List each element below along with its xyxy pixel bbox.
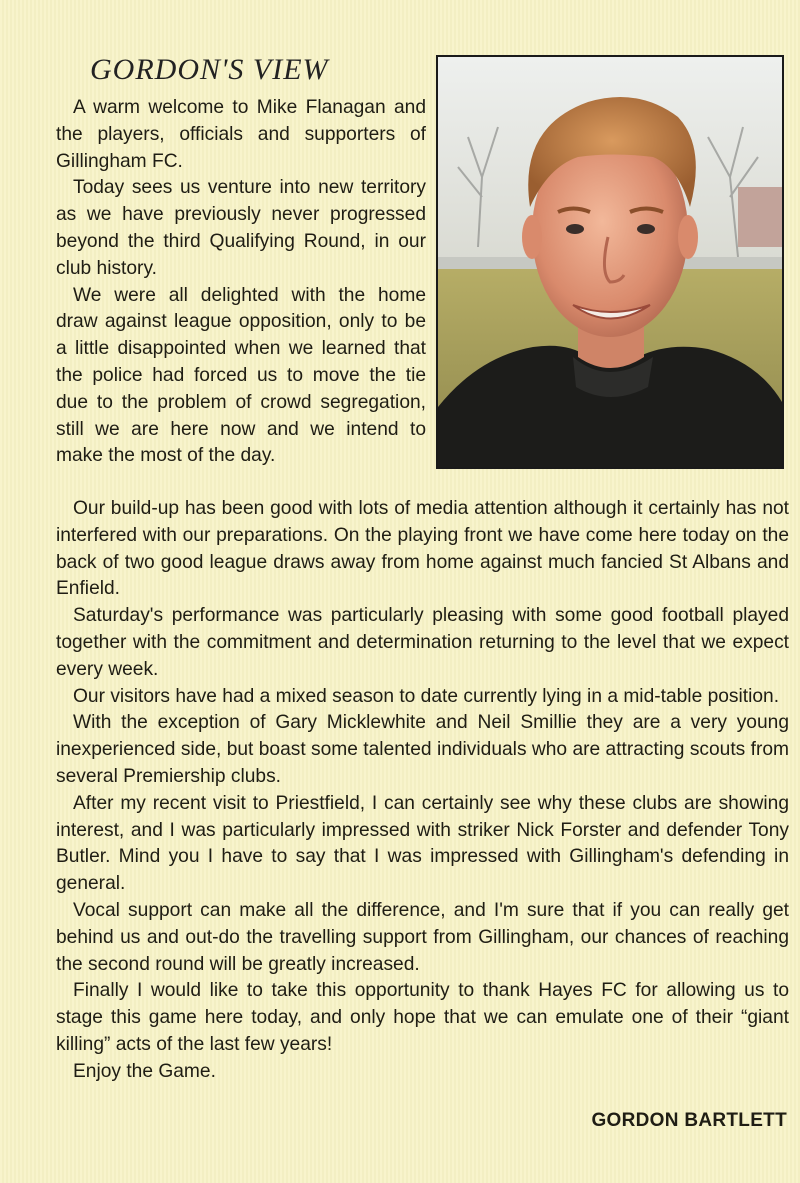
paragraph: Today sees us venture into new territory as we have previously never progressed beyond the third Qualifying Round, in our club history. (56, 177, 426, 279)
portrait-photo (436, 55, 784, 469)
intro-text-column (56, 95, 426, 470)
paragraph: After my recent visit to Priestfield, I can certainly see why these clubs are showing interest, and I was particularly impressed with striker Nick Forster and defender Tony Butler. Mind you I have to say that I was impressed with Gillingham's defending in general. (56, 792, 789, 895)
paragraph: We were all delighted with the home draw against league opposition, only to be a little disappointed when we learned that the police had forced us to move the tie due to the problem of crowd segregation, still we are here now and we intend to make the most of the day. (56, 284, 426, 467)
paragraph: Vocal support can make all the difference, and I'm sure that if you can really get behind us and out-do the travelling support from Gillingham, our chances of reaching the second round will be greatly increased. (56, 899, 789, 975)
paragraph: A warm welcome to Mike Flanagan and the players, officials and supporters of Gillingham FC. (56, 97, 426, 172)
paragraph: Finally I would like to take this opportunity to thank Hayes FC for allowing us to stage this game here today, and only hope that we can emulate one of their “giant killing” acts of the last few years! (56, 980, 789, 1055)
paragraph: Saturday's performance was particularly pleasing with some good football played together with the commitment and determination returning to the level that we expect every week. (56, 605, 789, 680)
main-text-body (56, 496, 789, 1086)
author-signature: GORDON BARTLETT (591, 1110, 787, 1131)
portrait-illustration (438, 57, 782, 467)
article-title: GORDON'S VIEW (90, 53, 329, 86)
paragraph: With the exception of Gary Micklewhite and Neil Smillie they are a very young inexperienced side, but boast some talented individuals who are attracting scouts from several Premiership clubs. (56, 712, 789, 787)
paragraph: Our build-up has been good with lots of media attention although it certainly has not interfered with our preparations. On the playing front we have come here today on the back of two good league draws away from home against much fancied St Albans and Enfield. (56, 498, 789, 600)
paragraph: Enjoy the Game. (73, 1060, 216, 1082)
paragraph: Our visitors have had a mixed season to date currently lying in a mid-table position. (73, 685, 780, 707)
